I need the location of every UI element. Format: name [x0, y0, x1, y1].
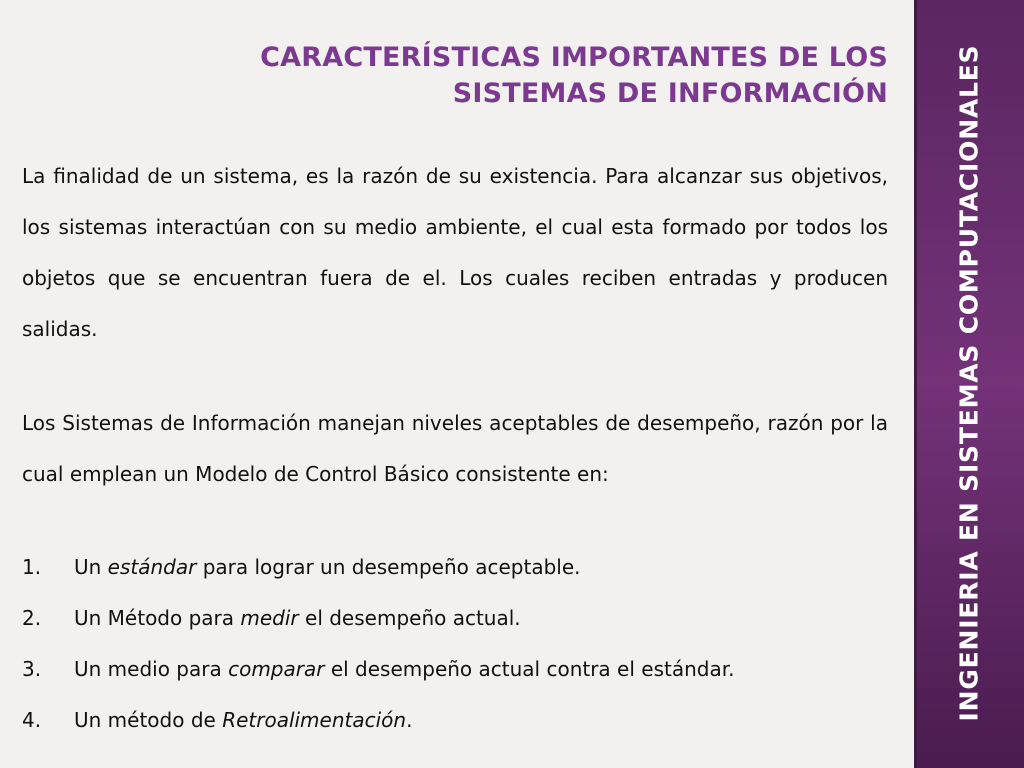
- title-line-2: SISTEMAS DE INFORMACIÓN: [452, 78, 888, 109]
- list-text: Un estándar para lograr un desempeño aceptable.: [74, 555, 581, 579]
- list-number: 2.: [22, 606, 42, 630]
- sidebar-band: [914, 0, 1024, 768]
- slide-title: [200, 40, 888, 112]
- list-number: 4.: [22, 708, 42, 732]
- list-item: [22, 542, 888, 593]
- body-text: [22, 151, 888, 500]
- paragraph-1: La finalidad de un sistema, es la razón de su existencia. Para alcanzar sus objetivos, los sistemas interactúan con su medio ambiente, el cual esta formado por todos los objetos que se encuentran fuera de el. Los cuales reciben entradas y producen salidas.: [22, 164, 888, 341]
- list-emphasis: medir: [240, 606, 299, 630]
- list-text: Un medio para comparar el desempeño actual contra el estándar.: [74, 657, 735, 681]
- list-text: Un Método para medir el desempeño actual.: [74, 606, 521, 630]
- list-number: 1.: [22, 555, 42, 579]
- list-item: [22, 644, 888, 695]
- list-item: [22, 593, 888, 644]
- list-emphasis: estándar: [107, 555, 197, 579]
- sidebar-vertical-title: INGENIERIA EN SISTEMAS COMPUTACIONALES: [954, 44, 984, 722]
- list-emphasis: Retroalimentación: [222, 708, 407, 732]
- control-model-list: [22, 542, 888, 746]
- list-number: 3.: [22, 657, 42, 681]
- paragraph-2: Los Sistemas de Información manejan niveles aceptables de desempeño, razón por la cual emplean un Modelo de Control Básico consistente en:: [22, 411, 888, 486]
- list-emphasis: comparar: [228, 657, 325, 681]
- list-text: Un método de Retroalimentación.: [74, 708, 413, 732]
- title-line-1: CARACTERÍSTICAS IMPORTANTES DE LOS: [260, 42, 888, 73]
- list-item: [22, 695, 888, 746]
